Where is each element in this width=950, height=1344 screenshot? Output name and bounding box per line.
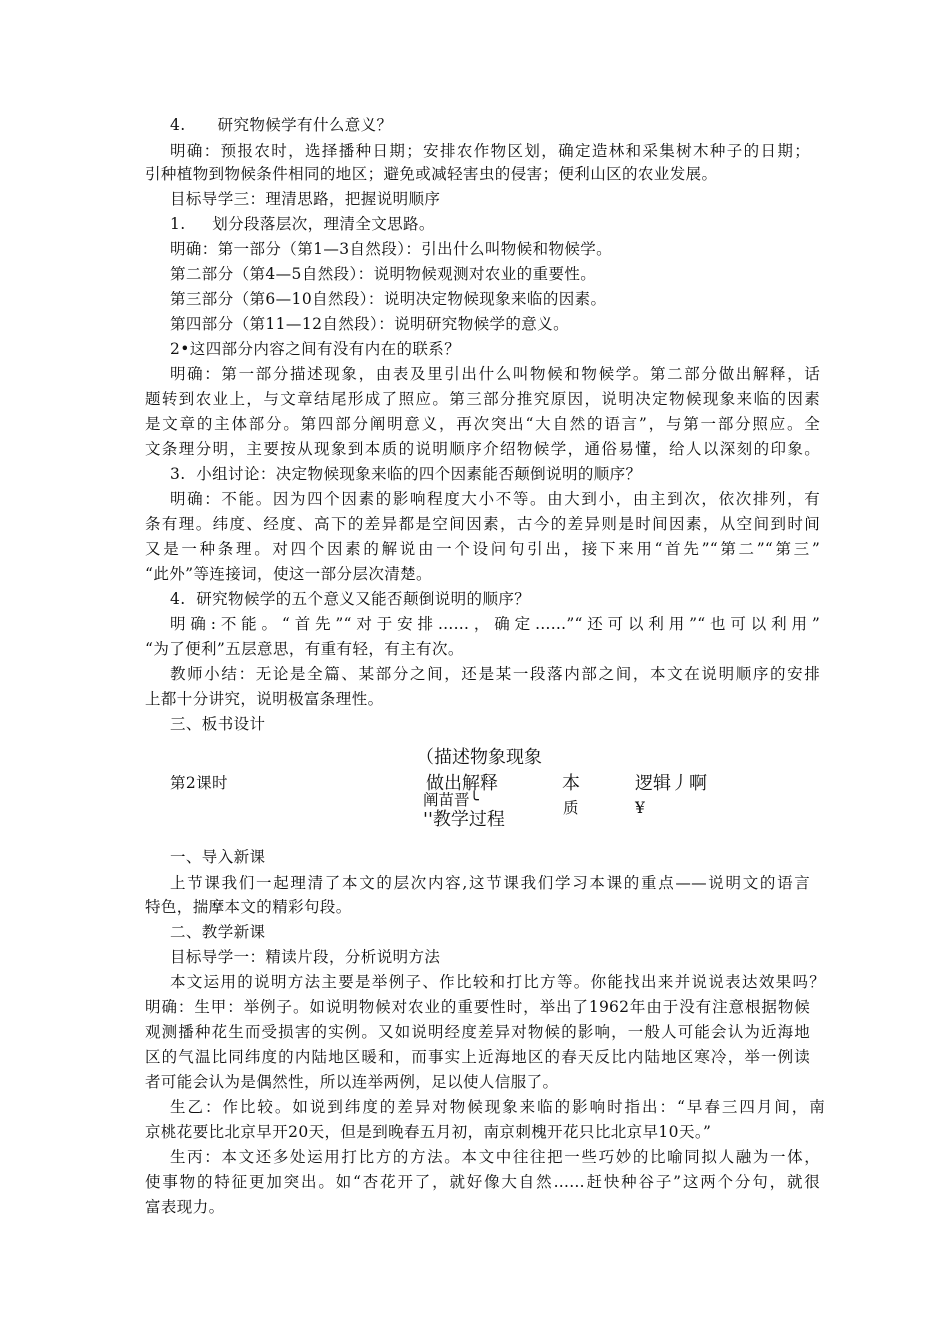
paragraph-line: 是文章的主体部分。第四部分阐明意义，再次突出“大自然的语言”，与第一部分照应。全	[145, 415, 820, 433]
paragraph-line: 明确：预报农时，选择播种日期；安排农作物区划，确定造林和采集树木种子的日期；	[170, 142, 810, 160]
paragraph-line: 文条理分明，主要按从现象到本质的说明顺序介绍物候学，通俗易懂，给人以深刻的印象。	[145, 440, 820, 458]
paragraph-line: “为了便利”五层意思，有重有轻，有主有次。	[145, 640, 464, 658]
paragraph-line: 引种植物到物候条件相同的地区；避免或减轻害虫的侵害；便利山区的农业发展。	[145, 165, 718, 183]
paragraph-line: 特色，揣摩本文的精彩句段。	[145, 898, 352, 916]
paragraph-line: 教师小结：无论是全篇、某部分之间，还是某一段落内部之间，本文在说明顺序的安排	[170, 665, 820, 683]
board-text: 阐苗晋╰	[423, 791, 479, 809]
board-text: 做出解释	[426, 773, 498, 794]
paragraph-line: 区的气温比同纬度的内陆地区暖和，而事实上近海地区的春天反比内陆地区寒冷，举一例读	[145, 1048, 810, 1066]
paragraph-line: 第二部分（第4—5自然段）：说明物候观测对农业的重要性。	[170, 265, 597, 283]
section-heading: 目标导学一：精读片段，分析说明方法	[170, 948, 441, 966]
lesson-title: 第2课时	[170, 774, 228, 792]
section-heading: 目标导学三：理清思路，把握说明顺序	[170, 190, 441, 208]
item-3-heading: 3. 小组讨论：决定物候现象来临的四个因素能否颠倒说明的顺序？	[170, 465, 642, 483]
paragraph-line: 明确：第一部分描述现象，由表及里引出什么叫物候和物候学。第二部分做出解释，话	[170, 365, 820, 383]
paragraph-line: 富表现力。	[145, 1198, 225, 1216]
board-text: ¥	[635, 799, 645, 817]
section-heading: 三、板书设计	[170, 715, 266, 733]
paragraph-line: 者可能会认为是偶然性，所以连举两例，足以使人信服了。	[145, 1073, 559, 1091]
paragraph-line: “此外”等连接词，使这一部分层次清楚。	[145, 565, 432, 583]
paragraph-line: 使事物的特征更加突出。如“杏花开了，就好像大自然……赶快种谷子”这两个分句，就很	[145, 1173, 820, 1191]
board-text: 本	[562, 773, 580, 794]
paragraph-line: 上节课我们一起理清了本文的层次内容,这节课我们学习本课的重点——说明文的语言	[170, 874, 810, 892]
paragraph-line: 本文运用的说明方法主要是举例子、作比较和打比方等。你能找出来并说说表达效果吗？	[170, 973, 825, 991]
paragraph-line: 明确：不能。因为四个因素的影响程度大小不等。由大到小，由主到次，依次排列，有	[170, 490, 820, 508]
section-heading: 二、教学新课	[170, 923, 266, 941]
board-text: 逻辑丿啊	[635, 773, 707, 794]
paragraph-line: 观测播种花生而受损害的实例。又如说明经度差异对物候的影响，一般人可能会认为近海地	[145, 1023, 810, 1041]
section-heading: 一、导入新课	[170, 848, 266, 866]
paragraph-line: 明确：生甲：举例子。如说明物候对农业的重要性时，举出了1962年由于没有注意根据物候	[145, 998, 810, 1016]
board-text: ''教学过程	[423, 809, 505, 830]
paragraph-line: 生丙：本文还多处运用打比方的方法。本文中往往把一些巧妙的比喻同拟人融为一体，	[170, 1148, 820, 1166]
item-4-heading: 4. 研究物候学有什么意义？	[170, 116, 393, 134]
paragraph-line: 生乙：作比较。如说到纬度的差异对物候现象来临的影响时指出：“早春三四月间，南	[170, 1098, 825, 1116]
board-text: 质	[563, 799, 579, 817]
paragraph-line: 又是一种条理。对四个因素的解说由一个设问句引出，接下来用“首先”“第二”“第三”	[145, 540, 820, 558]
paragraph-line: 明确：第一部分（第1—3自然段）：引出什么叫物候和物候学。	[170, 240, 613, 258]
item-1-heading: 1. 划分段落层次，理清全文思路。	[170, 215, 435, 233]
item-2-heading: 2•这四部分内容之间有没有内在的联系？	[170, 340, 461, 358]
board-text: （描述物象现象	[416, 747, 542, 768]
paragraph-line: 京桃花要比北京早开20天，但是到晚春五月初，南京刺槐开花只比北京早10天。”	[145, 1123, 712, 1141]
paragraph-line: 上都十分讲究，说明极富条理性。	[145, 690, 384, 708]
paragraph-line: 第四部分（第11—12自然段）：说明研究物候学的意义。	[170, 315, 569, 333]
paragraph-line: 明确:不能。“首先”“对于安排……，确定……”“还可以利用”“也可以利用”	[170, 615, 820, 633]
paragraph-line: 题转到农业上，与文章结尾形成了照应。第三部分推究原因，说明决定物候现象来临的因素	[145, 390, 820, 408]
item-4b-heading: 4. 研究物候学的五个意义又能否颠倒说明的顺序？	[170, 590, 531, 608]
paragraph-line: 条有理。纬度、经度、高下的差异都是空间因素，古今的差异则是时间因素，从空间到时间	[145, 515, 820, 533]
paragraph-line: 第三部分（第6—10自然段）：说明决定物候现象来临的因素。	[170, 290, 607, 308]
